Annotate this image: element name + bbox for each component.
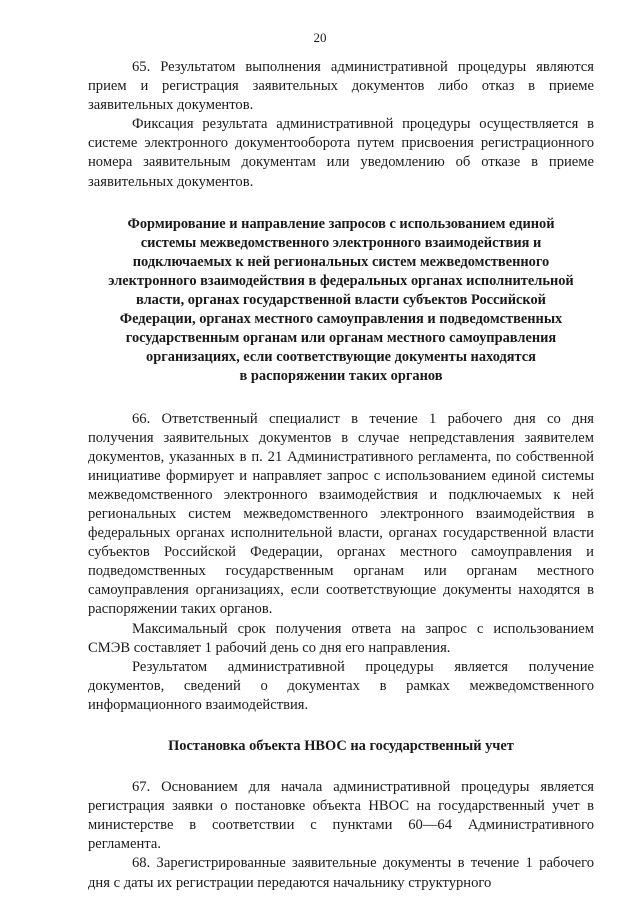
paragraph-65-fixation: Фиксация результата административной процедуры осуществляется в системе электронного документооборота путем присвоения регистрационного номера заявительным документам или уведомлению об отказе в приеме заявительных документов. — [88, 116, 594, 190]
paragraph-67: 67. Основанием для начала административной процедуры является регистрация заявки о постановке объекта НВОС на государственный учет в министерстве в соответствии с пунктами 60—64 Административного регламента. — [88, 779, 594, 853]
page-number: 20 — [313, 30, 327, 45]
paragraph-66: 66. Ответственный специалист в течение 1 рабочего дня со дня получения заявительных документов в случае непредставления заявителем документов, указанных в п. 21 Административного регламента, по собственной инициативе формирует и направляет запрос с использованием единой системы межведомственного электронного взаимодействия и подключаемых к ней региональных систем межведомственного электронного взаимодействия в федеральных органах исполнительной власти, органах государственной власти субъектов Российской Федерации, органах местного самоуправления и подведомственных государственным органам или органам местного самоуправления организациях, если соответствующие документы находятся в распоряжении таких органов. — [88, 410, 594, 618]
spacer — [88, 715, 594, 737]
spacer — [88, 387, 594, 410]
heading-line: электронного взаимодействия в федеральных органах исполнительной — [108, 272, 574, 289]
heading-line: Формирование и направление запросов с использованием единой — [127, 215, 555, 232]
spacer — [88, 756, 594, 778]
paragraph-66-result: Результатом административной процедуры является получение документов, сведений о документах в рамках межведомственного информационного взаимодействия. — [88, 658, 594, 713]
heading-line: власти, органах государственной власти субъектов Российской — [136, 292, 546, 309]
heading-line: в распоряжении таких органов — [239, 368, 443, 385]
heading-line: Федерации, органах местного самоуправления и подведомственных — [119, 311, 563, 328]
spacer — [88, 192, 594, 215]
paragraph-66-max-term: Максимальный срок получения ответа на запрос с использованием СМЭВ составляет 1 рабочий день со дня его направления. — [88, 620, 594, 656]
section-heading-requests — [88, 215, 594, 387]
heading-line: системы межведомственного электронного взаимодействия и — [140, 234, 542, 251]
paragraph-68: 68. Зарегистрированные заявительные документы в течение 1 рабочего дня с даты их регистрации передаются начальнику структурного — [88, 855, 594, 891]
heading-line: организациях, если соответствующие документы находятся — [146, 349, 536, 366]
heading-line: подключаемых к ней региональных систем межведомственного — [132, 253, 550, 270]
paragraph-65: 65. Результатом выполнения административной процедуры являются прием и регистрация заявительных документов либо отказ в приеме заявительных документов. — [88, 59, 594, 114]
section-heading-registration: Постановка объекта НВОС на государственный учет — [168, 738, 514, 754]
heading-line: государственным органам или органам местного самоуправления — [125, 330, 557, 347]
document-body — [88, 58, 594, 893]
